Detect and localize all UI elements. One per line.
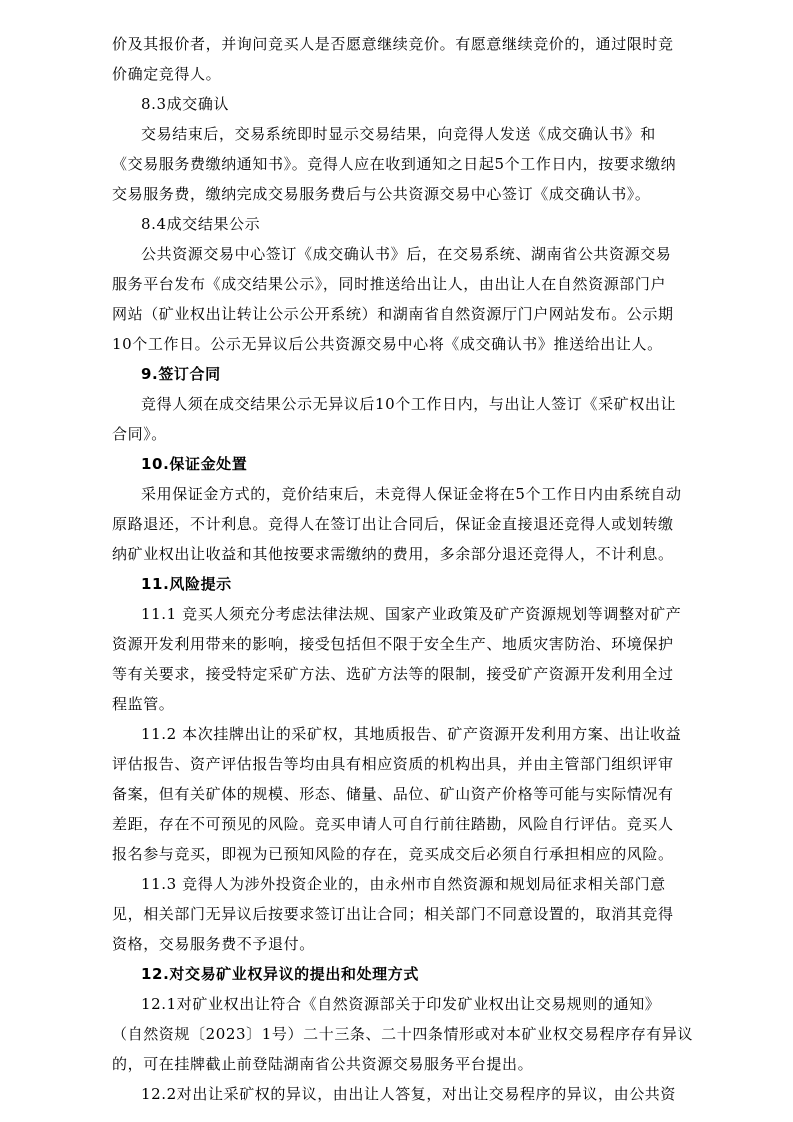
body-text-line: 评估报告、资产评估报告等均由具有相应资质的机构出具，并由主管部门组织评审 <box>112 755 674 773</box>
section-heading-10: 10.保证金处置 <box>141 455 248 473</box>
section-heading-12: 12.对交易矿业权异议的提出和处理方式 <box>141 965 419 983</box>
body-text-line: 程监管。 <box>112 695 175 713</box>
body-text-line: 的，可在挂牌截止前登陆湖南省公共资源交易服务平台提出。 <box>112 1055 534 1073</box>
body-text-line: 11.1 竞买人须充分考虑法律法规、国家产业政策及矿产资源规划等调整对矿产 <box>141 605 682 623</box>
body-text-line: 交易服务费，缴纳完成交易服务费后与公共资源交易中心签订《成交确认书》。 <box>112 185 651 203</box>
body-text-line: 差距，存在不可预见的风险。竞买申请人可自行前往踏勘，风险自行评估。竞买人 <box>112 815 674 833</box>
body-text-line: 原路退还，不计利息。竞得人在签订出让合同后，保证金直接退还竞得人或划转缴 <box>112 515 674 533</box>
section-heading-8-4: 8.4成交结果公示 <box>141 215 261 233</box>
body-text-line: 合同》。 <box>112 425 167 443</box>
body-text-line: 11.2 本次挂牌出让的采矿权，其地质报告、矿产资源开发利用方案、出让收益 <box>141 725 682 743</box>
body-text-line: 价确定竞得人。 <box>112 65 222 83</box>
body-text-line: 公共资源交易中心签订《成交确认书》后，在交易系统、湖南省公共资源交易 <box>141 245 672 263</box>
body-text-line: 资源开发利用带来的影响，接受包括但不限于安全生产、地质灾害防治、环境保护 <box>112 635 674 653</box>
body-text-line: 见，相关部门无异议后按要求签订出让合同；相关部门不同意设置的，取消其竞得 <box>112 905 674 923</box>
body-text-line: 11.3 竞得人为涉外投资企业的，由永州市自然资源和规划局征求相关部门意 <box>141 875 666 893</box>
body-text-line: 备案，但有关矿体的规模、形态、储量、品位、矿山资产价格等可能与实际情况有 <box>112 785 674 803</box>
section-heading-9: 9.签订合同 <box>141 365 221 383</box>
body-text-line: 价及其报价者，并询问竞买人是否愿意继续竞价。有愿意继续竞价的，通过限时竞 <box>112 35 674 53</box>
body-text-line: （自然资规〔2023〕1号）二十三条、二十四条情形或对本矿业权交易程序存有异议 <box>112 1025 694 1043</box>
body-text-line: 《交易服务费缴纳通知书》。竞得人应在收到通知之日起5个工作日内，按要求缴纳 <box>112 155 677 173</box>
body-text-line: 等有关要求，接受特定采矿方法、选矿方法等的限制，接受矿产资源开发利用全过 <box>112 665 674 683</box>
body-text-line: 交易结束后，交易系统即时显示交易结果，向竞得人发送《成交确认书》和 <box>141 125 656 143</box>
body-text-line: 10个工作日。公示无异议后公共资源交易中心将《成交确认书》推送给出让人。 <box>112 335 663 353</box>
body-text-line: 资格，交易服务费不予退付。 <box>112 935 315 953</box>
body-text-line: 12.1对矿业权出让符合《自然资源部关于印发矿业权出让交易规则的通知》 <box>141 995 661 1013</box>
section-heading-11: 11.风险提示 <box>141 575 232 593</box>
body-text-line: 12.2对出让采矿权的异议，由出让人答复，对出让交易程序的异议，由公共资 <box>141 1085 677 1103</box>
section-heading-8-3: 8.3成交确认 <box>141 95 230 113</box>
body-text-line: 采用保证金方式的，竞价结束后，未竞得人保证金将在5个工作日内由系统自动 <box>141 485 682 503</box>
body-text-line: 报名参与竞买，即视为已预知风险的存在，竞买成交后必须自行承担相应的风险。 <box>112 845 674 863</box>
body-text-line: 网站（矿业权出让转让公示公开系统）和湖南省自然资源厅门户网站发布。公示期 <box>112 305 674 323</box>
body-text-line: 竞得人须在成交结果公示无异议后10个工作日内，与出让人签订《采矿权出让 <box>141 395 677 413</box>
body-text-line: 纳矿业权出让收益和其他按要求需缴纳的费用，多余部分退还竞得人，不计利息。 <box>112 545 674 563</box>
body-text-line: 服务平台发布《成交结果公示》，同时推送给出让人，由出让人在自然资源部门户 <box>112 275 667 293</box>
